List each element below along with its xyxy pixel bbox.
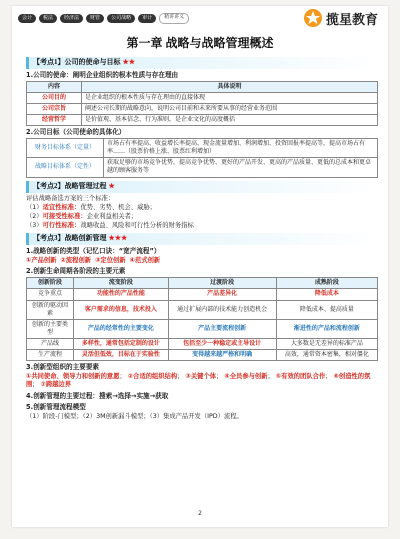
col-header: 过渡阶段	[168, 278, 276, 289]
page-number: 2	[198, 510, 202, 517]
cell: 降低成本、提高质量	[276, 300, 377, 319]
k2-stars: ★	[108, 181, 115, 190]
type-item: ②流程创新	[60, 256, 92, 264]
row-key: 公司宗旨	[27, 104, 82, 115]
goals-table	[26, 138, 378, 177]
cell: 灵活但低效，目标在于实验性	[74, 349, 169, 360]
col-header: 创新阶段	[27, 278, 74, 289]
k3-sub4: 4.创新管理的主要过程：搜索→选择→实施→获取	[26, 391, 169, 400]
type-item: ③定位创新	[95, 256, 126, 264]
row-key: 经营哲学	[27, 115, 82, 126]
k3-heading	[26, 233, 378, 245]
row-val: 阐述公司长期的战略意向，说明公司目前和未来所要从事的经营业务范围	[82, 104, 378, 115]
cell: 客户需求的信息，技术投入	[74, 300, 169, 319]
k2-label: 【考点2】战略管理过程	[33, 181, 107, 190]
item-head: 适宜性标准：	[42, 203, 81, 211]
cell: 大多数是无差异的标准产品	[276, 338, 377, 349]
cell: 降低成本	[276, 289, 377, 300]
k1-heading	[26, 57, 378, 69]
k2-item	[26, 222, 378, 231]
element-item: ⑥创造性的氛围	[26, 372, 371, 389]
item-head: 可行性标准：	[42, 221, 81, 229]
type-item: ①产品创新	[26, 256, 57, 264]
k3-sub3: 3.创新型组织的主要要素	[26, 363, 100, 372]
cell: 产品差异化	[168, 289, 276, 300]
row-key: 生产流程	[27, 349, 74, 360]
type-item: ④范式创新	[129, 256, 161, 264]
row-val: 市场占有率提高、收益增长率提高、现金流量增加、利润增加、投资回报率提高等，提高市场占有率……（股票价格上涨、股票红利增加）	[104, 139, 378, 158]
row-val: 获取足够的市场竞争优势，提高竞争优势、更好的产品开发、更高的产品质量、更低的总成本和更卓越的顾客服务等	[104, 158, 378, 177]
row-val: 是价值观、基本信念、行为准则，是企业文化的高度概括	[82, 115, 378, 126]
cell: 多样性，通常包括定制的设计	[74, 338, 169, 349]
brand-logo	[303, 8, 378, 28]
element-item: ⑤有效的团队合作	[275, 372, 326, 380]
col-header: 流变阶段	[74, 278, 169, 289]
k2-item	[26, 213, 378, 222]
cell: 高效，通常资本密集，相对僵化	[276, 349, 377, 360]
cell: 包括至少一种稳定或主导设计	[168, 338, 276, 349]
col-header: 成熟阶段	[276, 278, 377, 289]
row-key: 产品线	[27, 338, 74, 349]
k3-stars: ★★★	[108, 234, 128, 243]
pill-2: 经济法	[60, 14, 83, 23]
page	[12, 6, 388, 527]
element-item: ⑦跨越边界	[40, 381, 72, 389]
header-pills	[18, 12, 189, 24]
row-key: 战略目标体系（定性）	[27, 158, 104, 177]
pill-1: 税法	[39, 14, 57, 23]
pill-4: 公司战略	[107, 14, 135, 23]
cell: 产品的经常性的主要变化	[74, 319, 169, 338]
row-key: 创新的驱动因素	[27, 300, 74, 319]
item-num: （1）	[26, 203, 43, 211]
k2-item	[26, 204, 378, 213]
pill-3: 财管	[86, 14, 104, 23]
element-item: ②合适的组织结构	[127, 372, 178, 380]
pill-5: 审计	[138, 14, 156, 23]
k2-intro: 评估战略备选方案的三个标准：	[26, 194, 115, 202]
item-num: （3）	[26, 221, 43, 229]
item-text: 企业利益相关者；	[86, 212, 138, 220]
k1-sub2: 2.公司目标（公司使命的具体化）	[26, 128, 126, 137]
page-title: 第一章 战略与战略管理概述	[126, 36, 274, 50]
cell: 通过扩展内部的技术能力创造机会	[168, 300, 276, 319]
k1-sub1: 1.公司的使命：阐明企业组织的根本性质与存在理由	[26, 71, 179, 79]
logo-text: 揽星教育	[325, 11, 378, 27]
k1-label: 【考点1】公司的使命与目标	[33, 58, 121, 67]
process-models: （1）阶段-门模型；（2）3M创新漏斗模型；（3）集成产品开发（IPD）流程。	[26, 412, 243, 420]
mission-table	[26, 81, 378, 126]
row-key: 公司目的	[27, 92, 82, 103]
k1-stars: ★★	[122, 58, 136, 67]
element-item: ①共同使命、领导力和创新的意愿	[26, 372, 120, 380]
element-item: ④全员参与创新	[224, 372, 268, 380]
col-header: 内容	[27, 81, 82, 92]
col-header: 具体说明	[82, 81, 378, 92]
item-text: 优势、劣势、机会、威胁；	[80, 203, 156, 211]
k3-sub1: 1.战略创新的类型（记忆口诀：“宽产流程”）	[26, 247, 161, 256]
cell: 产品主要流程创新	[168, 319, 276, 338]
pill-0: 会计	[18, 14, 36, 23]
cell: 渐进性的产品和流程创新	[276, 319, 377, 338]
outline-tab: 精讲讲义	[159, 13, 189, 24]
k3-sub5: 5.创新管理流程模型	[26, 402, 86, 411]
row-key: 财务目标体系（定量）	[27, 139, 104, 158]
main-content	[26, 54, 378, 422]
k3-label: 【考点3】战略创新管理	[33, 234, 107, 243]
k3-sub2: 2.创新生命周期各阶段的主要元素	[26, 267, 126, 276]
item-num: （2）	[26, 212, 43, 220]
innovation-types	[26, 257, 378, 266]
lifecycle-table	[26, 277, 378, 361]
cell: 功能性的产品性能	[74, 289, 169, 300]
org-elements: ①共同使命、领导力和创新的意愿； ②合适的组织结构； ③关键个体； ④全员参与创新； ⑤有效的团队合作； ⑥创造性的氛围； ⑦跨越边界	[26, 372, 371, 389]
row-key: 创新的主要类型	[27, 319, 74, 338]
k2-heading	[26, 181, 378, 193]
row-val: 是企业组织的根本性质与存在理由的直接体现	[82, 92, 378, 103]
row-key: 竞争重点	[27, 289, 74, 300]
item-text: 战略收益、风险和可行性分析的财务指标	[80, 221, 194, 229]
item-head: 可接受性标准：	[42, 212, 87, 220]
cell: 变得越来越严格和明确	[168, 349, 276, 360]
star-logo-icon	[303, 8, 323, 28]
element-item: ③关键个体	[185, 372, 217, 380]
